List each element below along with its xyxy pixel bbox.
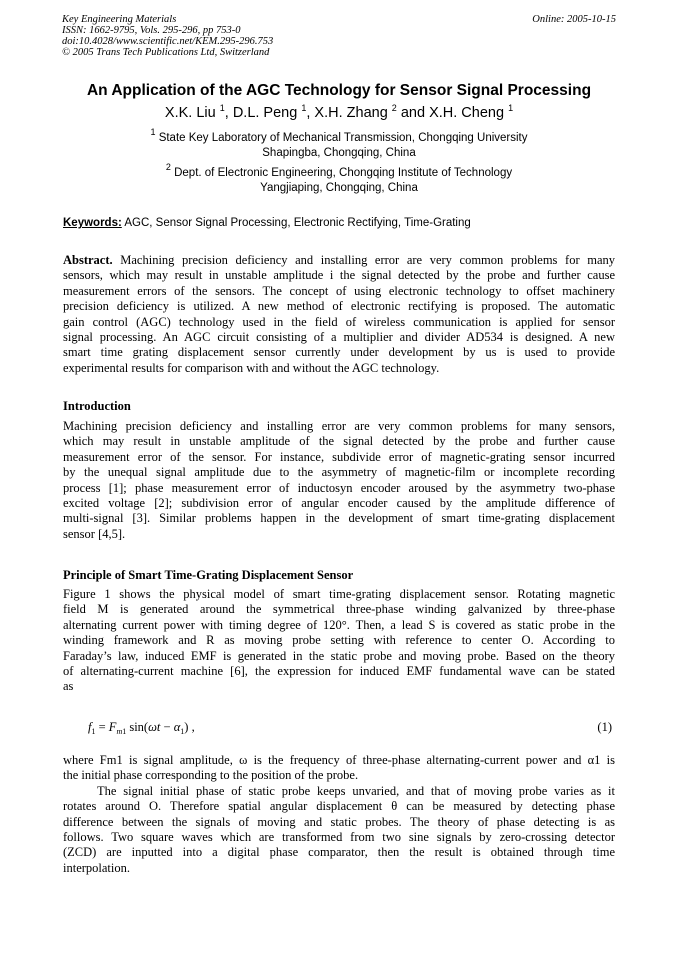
- author-name: X.H. Cheng: [429, 105, 505, 121]
- section-heading-introduction: Introduction: [63, 399, 131, 413]
- body-line: Figure 1 shows the physical model of smart time-grating displacement sensor. Rotating magnetic: [63, 587, 615, 601]
- body-line: alternating current power with timing degree of 120°. Then, a lead S is covered as static probe in the: [63, 617, 615, 632]
- copyright-line: © 2005 Trans Tech Publications Ltd, Switzerland: [62, 47, 270, 58]
- body-line: of alternating-current machine [6], the expression for induced EMF fundamental wave can be stated: [63, 663, 615, 678]
- affiliation-1: [62, 127, 616, 161]
- author-affil-mark: 1: [219, 103, 225, 113]
- journal-header: [62, 14, 616, 58]
- abstract-line: smart time grating displacement sensor currently under development by us is used to provide: [63, 345, 615, 360]
- affiliation-mark: 2: [165, 162, 171, 172]
- author-separator: ,: [224, 105, 233, 121]
- body-line: difference between the signals of moving and static probes. The theory of phase detecting is as: [63, 814, 615, 829]
- body-line: sensor [4,5].: [63, 526, 126, 541]
- body-line: Faraday’s law, induced EMF is generated in the static probe and moving probe. Based on the theory: [63, 648, 615, 663]
- principle-body: [63, 587, 615, 695]
- author-name: X.K. Liu: [164, 105, 216, 121]
- abstract-line: measurement errors of the sensors. The concept of using electronic technology to offset machinery: [63, 283, 615, 298]
- author-affil-mark: 1: [508, 103, 514, 113]
- body-line: by the unequal signal amplitude due to the asymmetry of magnetic-film or incomplete recording: [63, 465, 615, 480]
- affiliation-2: [62, 162, 616, 196]
- abstract-line: precision deficiency is utilized. A new method of electronic rectifying is proposed. The automatic: [63, 299, 615, 314]
- author-affil-mark: 2: [391, 103, 397, 113]
- body-line: field M is generated around the symmetrical three-phase winding galvanized by three-phase: [63, 602, 615, 617]
- author-list: [62, 103, 616, 123]
- issn-line: ISSN: 1662-9795, Vols. 295-296, pp 753-0: [62, 25, 241, 36]
- body-line: the initial phase corresponding to the position of the probe.: [63, 768, 359, 783]
- abstract-line: Machining precision deficiency and installing error are very common problems for many: [112, 253, 615, 267]
- keywords-label: Keywords:: [63, 217, 122, 229]
- keywords-text: AGC, Sensor Signal Processing, Electronic Rectifying, Time-Grating: [124, 217, 471, 229]
- body-line: interpolation.: [63, 860, 130, 875]
- doi-line: doi:10.4028/www.scientific.net/KEM.295-296.753: [62, 36, 274, 47]
- abstract: [63, 253, 615, 376]
- body-line: where Fm1 is signal amplitude, ω is the frequency of three-phase alternating-current power and α1 is: [63, 753, 615, 767]
- journal-name: Key Engineering Materials: [62, 14, 177, 25]
- affiliation-institution: Dept. of Electronic Engineering, Chongqing Institute of Technology: [174, 167, 513, 179]
- author-separator: ,: [306, 105, 315, 121]
- author-affil-mark: 1: [301, 103, 307, 113]
- author-name: X.H. Zhang: [314, 105, 388, 121]
- paper-title: An Application of the AGC Technology for Sensor Signal Processing: [86, 82, 592, 99]
- body-line: measurement error of the sensor. For instance, subdivide error of magnetic-grating sensor incurred: [63, 449, 615, 464]
- affiliation-mark: 1: [150, 127, 156, 137]
- abstract-line: gain control (AGC) technology used in the field of wireless communication is applied for sensor: [63, 314, 615, 329]
- body-line: Machining precision deficiency and installing error are very common problems for many sensors,: [63, 419, 615, 433]
- body-line: excited voltage [2]; subdivision error of angular encoder caused by the amplitude difference of: [63, 495, 615, 510]
- author-name: D.L. Peng: [232, 105, 298, 121]
- body-line: winding framework and R as moving probe setting with reference to center O. According to: [63, 633, 615, 648]
- affiliation-institution: State Key Laboratory of Mechanical Transmission, Chongqing University: [158, 132, 528, 144]
- body-line: which may result in unstable amplitude of the signal detected by the probe and further cause: [63, 434, 615, 449]
- abstract-line: sensors, which may result in unstable amplitude i the signal detected by the probe and further cause: [63, 268, 615, 283]
- body-line: The signal initial phase of static probe keeps unvaried, and that of moving probe varies as it: [63, 783, 615, 798]
- body-line: rotates around O. Therefore spatial angular displacement θ can be measured by detecting phase: [63, 799, 615, 814]
- body-line: multi-signal [3]. Similar problems happen in the development of smart time-grating displacement: [63, 511, 615, 526]
- section-heading-principle: Principle of Smart Time-Grating Displacement Sensor: [63, 568, 354, 582]
- body-line: process [1]; phase measurement error of inductosyn encoder aroused by the asymmetry two-phase: [63, 480, 615, 495]
- abstract-line: experimental results for comparison with and without the AGC technology.: [63, 360, 440, 375]
- introduction-body: [63, 419, 615, 542]
- affiliation-address: Yangjiaping, Chongqing, China: [260, 182, 418, 194]
- keywords: [63, 215, 615, 231]
- author-separator: and: [396, 105, 430, 121]
- online-date: Online: 2005-10-15: [532, 14, 616, 25]
- abstract-label: Abstract.: [63, 253, 113, 267]
- body-line: (ZCD) are inputted into a digital phase comparator, then the result is obtained through time: [63, 845, 615, 860]
- body-line: follows. Two square waves which are transformed from two sine signals by zero-crossing detector: [63, 829, 615, 844]
- equation-number: (1): [597, 720, 612, 734]
- affiliation-address: Shapingba, Chongqing, China: [262, 147, 416, 159]
- post-equation-body: [63, 753, 615, 876]
- abstract-line: signal processing. An AGC circuit consisting of a multiplier and divider AD534 is designed. A new: [63, 329, 615, 344]
- equation-1: $f_1 = F_{m1}$ $\sin(\omega t - \alpha_1)$ ,: [88, 720, 195, 736]
- body-line: as: [63, 679, 74, 694]
